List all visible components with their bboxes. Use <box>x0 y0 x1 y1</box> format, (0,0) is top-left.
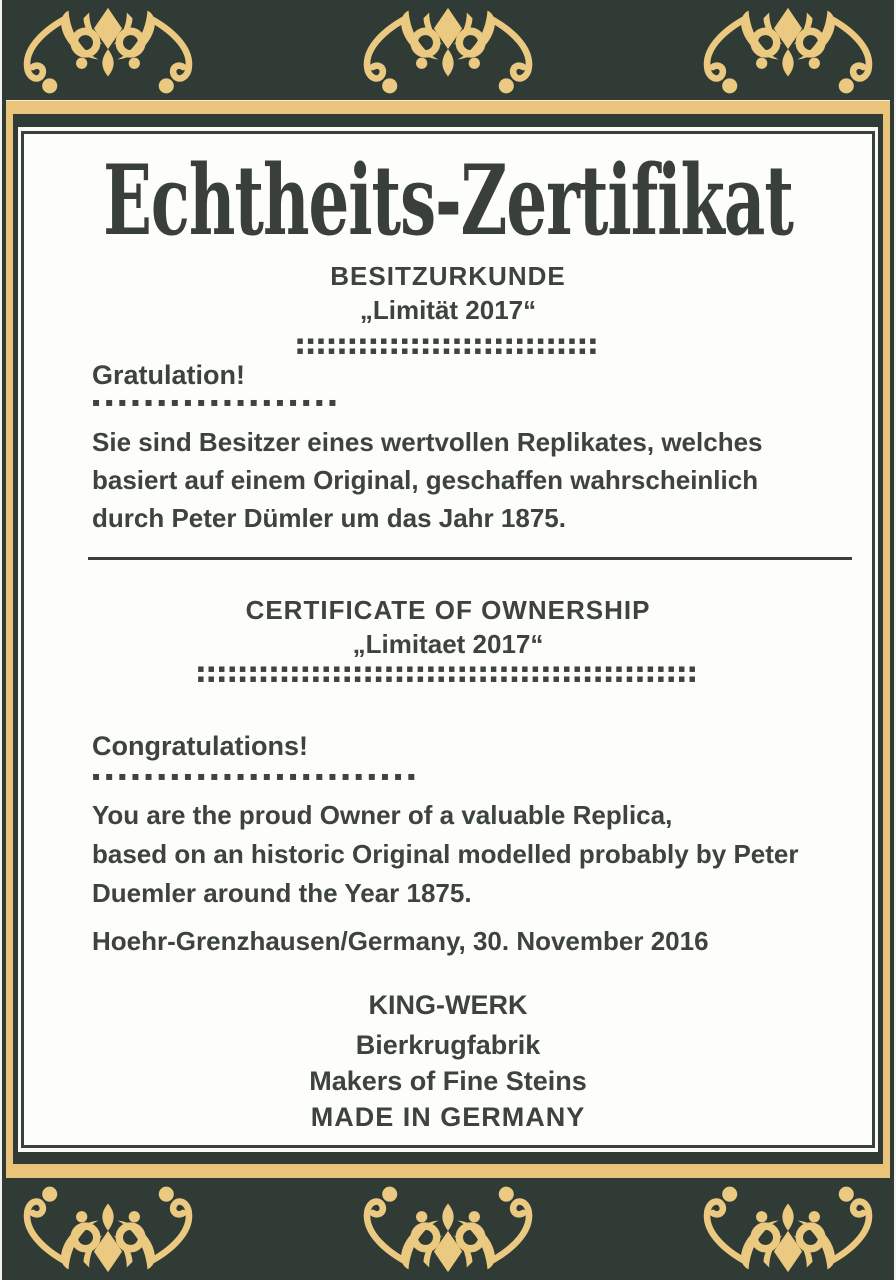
maker-type: Bierkrugfabrik <box>355 1030 541 1060</box>
english-edition: „Limitaet 2017“ <box>352 629 544 659</box>
english-colon-separator: ▪▪▪▪▪▪▪▪▪▪▪▪▪▪▪▪▪▪▪▪▪▪▪▪▪▪▪▪▪▪▪▪▪▪▪▪▪▪▪▪▪▪▪▪▪▪▪▪ ▪▪▪▪▪▪▪▪▪▪▪▪▪▪▪▪▪▪▪▪▪▪▪▪▪▪▪▪▪▪▪▪▪▪▪▪▪▪▪▪▪▪▪▪▪▪▪▪ <box>197 662 699 685</box>
german-body-text: Sie sind Besitzer eines wertvollen Replikates, welches basiert auf einem Original, geschaffen wahrscheinlich durch Peter Dümler um das Jahr 1875. <box>92 427 763 533</box>
english-body-text: You are the proud Owner of a valuable Replica, based on an historic Original modelled probably by Peter Duemler around the Year 1875. <box>92 800 799 908</box>
german-greeting: Gratulation! <box>92 360 245 390</box>
english-greeting: Congratulations! <box>92 731 308 761</box>
flourish-ornament-icon <box>2 1181 214 1275</box>
place-date-line: Hoehr-Grenzhausen/Germany, 30. November 2016 <box>92 926 709 956</box>
maker-name: KING-WERK <box>368 990 528 1020</box>
german-edition: „Limität 2017“ <box>359 295 537 325</box>
german-dot-separator: ▪▪▪▪▪▪▪▪▪▪▪▪▪▪▪▪▪▪▪ <box>92 395 342 409</box>
english-dot-separator: ▪▪▪▪▪▪▪▪▪▪▪▪▪▪▪▪▪▪▪▪▪▪▪▪▪ <box>92 769 421 783</box>
section-divider-rule <box>88 557 852 560</box>
flourish-ornament-icon <box>342 1181 554 1275</box>
flourish-ornament-icon <box>2 5 214 99</box>
flourish-ornament-icon <box>342 5 554 99</box>
flourish-ornament-icon <box>682 1181 894 1275</box>
german-doc-type: BESITZURKUNDE <box>330 261 566 291</box>
german-colon-separator: ▪▪▪▪▪▪▪▪▪▪▪▪▪▪▪▪▪▪▪▪▪▪▪▪▪▪▪▪▪ ▪▪▪▪▪▪▪▪▪▪▪▪▪▪▪▪▪▪▪▪▪▪▪▪▪▪▪▪▪ <box>296 334 600 357</box>
made-in-germany-label: MADE IN GERMANY <box>310 1102 586 1132</box>
certificate-title: Echtheits-Zertifikat <box>103 144 793 258</box>
english-doc-type: CERTIFICATE OF OWNERSHIP <box>245 595 651 625</box>
flourish-ornament-icon <box>682 5 894 99</box>
maker-tagline: Makers of Fine Steins <box>309 1066 587 1096</box>
